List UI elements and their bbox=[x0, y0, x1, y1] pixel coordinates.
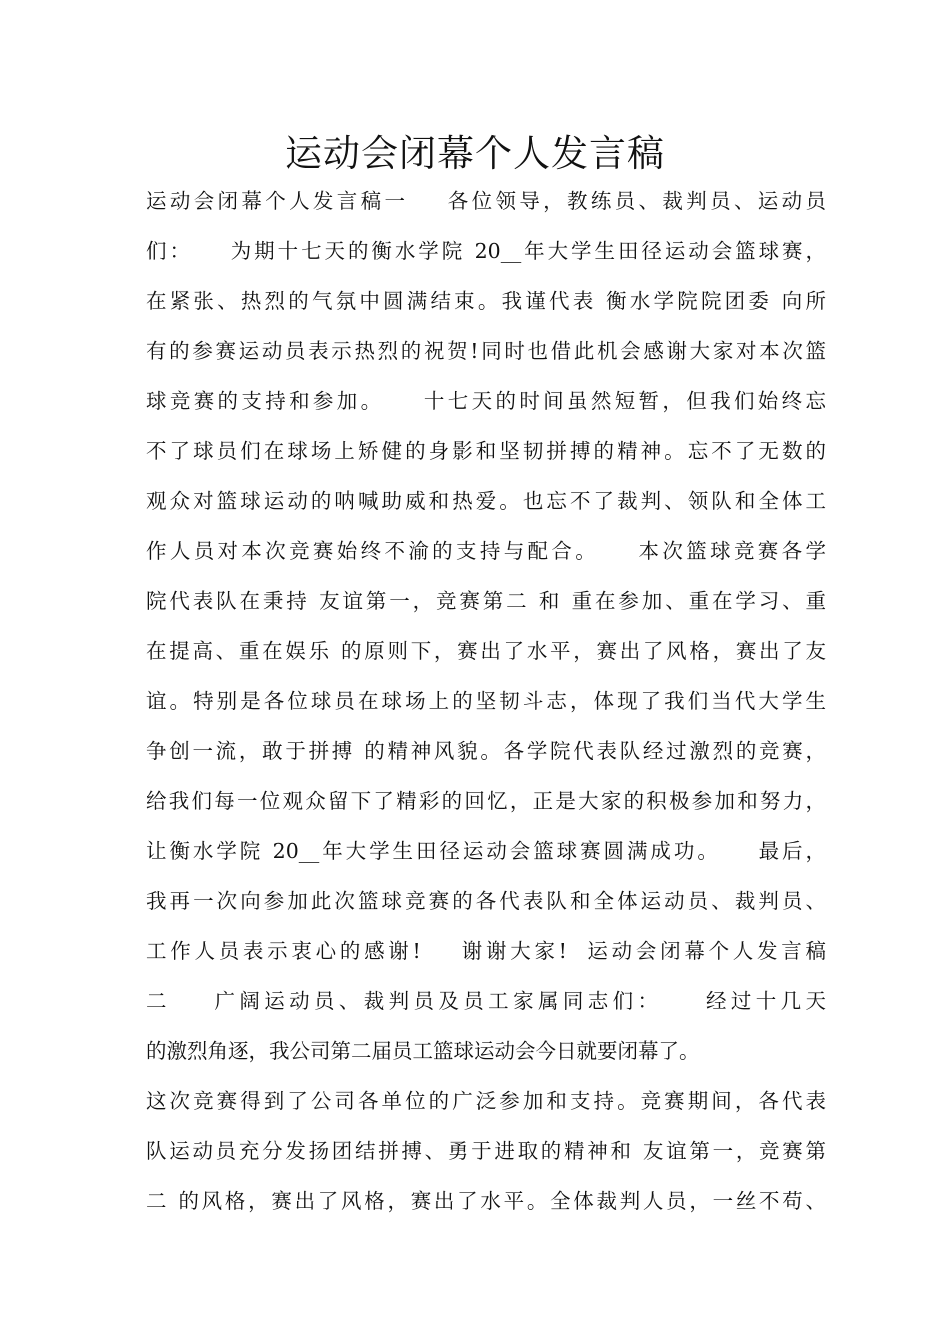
body-line: 院代表队在秉持 友谊第一，竞赛第二 和 重在参加、重在学习、重 bbox=[146, 589, 826, 613]
body-line: 球竞赛的支持和参加。 十七天的时间虽然短暂，但我们始终忘 bbox=[146, 389, 826, 413]
body-line: 在提高、重在娱乐 的原则下，赛出了水平，赛出了风格，赛出了友 bbox=[146, 639, 826, 663]
document-body bbox=[146, 176, 826, 1226]
body-line: 这次竞赛得到了公司各单位的广泛参加和支持。竞赛期间，各代表 bbox=[146, 1089, 826, 1113]
body-line: 们： 为期十七天的衡水学院 20__年大学生田径运动会篮球赛， bbox=[146, 239, 826, 263]
body-line: 的激烈角逐，我公司第二届员工篮球运动会今日就要闭幕了。 bbox=[146, 1039, 700, 1063]
body-line: 给我们每一位观众留下了精彩的回忆，正是大家的积极参加和努力， bbox=[146, 789, 826, 813]
body-line: 二 的风格，赛出了风格，赛出了水平。全体裁判人员，一丝不苟、 bbox=[146, 1189, 826, 1213]
body-line: 谊。特别是各位球员在球场上的坚韧斗志，体现了我们当代大学生 bbox=[146, 689, 826, 713]
body-line: 有的参赛运动员表示热烈的祝贺!同时也借此机会感谢大家对本次篮 bbox=[146, 339, 826, 363]
body-line: 工作人员表示衷心的感谢! 谢谢大家! 运动会闭幕个人发言稿 bbox=[146, 939, 826, 963]
body-line: 队运动员充分发扬团结拼搏、勇于进取的精神和 友谊第一，竞赛第 bbox=[146, 1139, 826, 1163]
body-line: 在紧张、热烈的气氛中圆满结束。我谨代表 衡水学院院团委 向所 bbox=[146, 289, 826, 313]
body-line: 不了球员们在球场上矫健的身影和坚韧拼搏的精神。忘不了无数的 bbox=[146, 439, 826, 463]
body-line: 观众对篮球运动的呐喊助威和热爱。也忘不了裁判、领队和全体工 bbox=[146, 489, 826, 513]
document-title: 运动会闭幕个人发言稿 bbox=[285, 132, 665, 175]
body-line: 我再一次向参加此次篮球竞赛的各代表队和全体运动员、裁判员、 bbox=[146, 889, 826, 913]
body-line: 二 广阔运动员、裁判员及员工家属同志们： 经过十几天 bbox=[146, 989, 826, 1013]
body-line: 争创一流，敢于拼搏 的精神风貌。各学院代表队经过激烈的竞赛， bbox=[146, 739, 826, 763]
body-line: 运动会闭幕个人发言稿一 各位领导，教练员、裁判员、运动员 bbox=[146, 189, 826, 213]
body-line: 让衡水学院 20__年大学生田径运动会篮球赛圆满成功。 最后， bbox=[146, 839, 826, 863]
body-line: 作人员对本次竞赛始终不渝的支持与配合。 本次篮球竞赛各学 bbox=[146, 539, 826, 563]
